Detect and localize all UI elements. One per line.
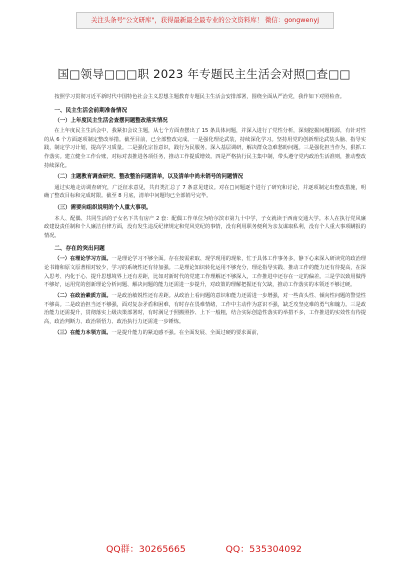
paragraph-text: 一是政治敏锐性还有差距。从政治上看问题的意识和能力还需进一步增强，对一些苗头性、倾向性问题的警觉性不够高。二是政治担当还不够强，面对复杂矛盾和困难，有时存在畏难情绪，工作中主动作为意识不强，缺乏攻坚克难的勇气和魄力。三是政治能力还需提升，贯彻落实上级决策部署时，有时满足于照搬照抄、上下一般粗，结合实际创造性落实的举措不多，工作推进的实效性有待提高，政治判断力、政治领悟力、政治执行力还需进一步锤炼。 xyxy=(44,293,366,325)
body-paragraph: 本人、配偶、共同生活的子女名下共有房产 2 套：配偶工作单位为哈尔滨市第九十中学，子女就读于西南交通大学。本人在执行党风廉政建设责任制和个人廉洁自律方面，没有发生违反纪律规定和党风党纪的事情，没有利用职务便利为亲友谋取私利，没有个人重大事项瞒报的情况。 xyxy=(44,215,366,239)
paragraph-text: 一是理论学习不够全面。存在按需索取、现学现用的现象，忙于具体工作事务多，静下心来深入研读党的政治理论书籍和原文原著相对较少，学习的系统性还有待加强。二是理论知识转化运用不够充分，理论指导实践、推动工作的能力还有待提高，在深入思考、内化于心、提升思想境界上还有差距，比如对新时代的党建工作理解还不够深入，工作推进中还存在一定的偏差。三是学以致用做得不够好，运用党的创新理论分析问题、解决问题的能力还需进一步提升，对政策的理解把握还有欠缺，推动工作落实的本领还不够过硬。 xyxy=(44,256,366,289)
promo-banner: 关注头条号"公文研库"，获得最新最全最专业的公文资料库！ 微信：gongwenyj xyxy=(76,12,334,29)
paragraph-lead: （三）在能力本领方面。 xyxy=(54,329,112,336)
document-title: 国□领导□□□职 2023 年专题民主生活会对照□查□□ xyxy=(57,67,351,81)
body-paragraph: 通过实地走访调查研究，广泛征求意见，共归类汇总了 7 条意见建议。对在□问题逐个进行了研究和讨论，并逐项制定出整改措施，明确了整改目标和完成时限。截至 8 月底，清单中问题均已全部销号完毕。 xyxy=(44,184,366,200)
subsection-heading: （三）需要向组织说明的个人重大事项。 xyxy=(54,204,152,211)
body-paragraph xyxy=(44,255,366,289)
paragraph-lead: （二）在政治素质方面。 xyxy=(54,293,112,300)
qq-contact-text: QQ：535304092 xyxy=(225,544,302,555)
intro-paragraph: 按照学习贯彻习近平新时代中国特色社会主义思想主题教育专题民主生活会安排部署，围绕全面从严治党，我作如下对照检查。 xyxy=(54,94,345,100)
section-heading: 二、存在的突出问题 xyxy=(54,246,105,253)
paragraph-lead: （一）在理论学习方面。 xyxy=(54,256,112,263)
body-paragraph: 在上年度民主生活会中，我紧扣会议主题，从七个方面查摆出了 15 条具体问题，并深入进行了党性分析，深刻挖掘问题根源，有针对性的从 6 个方面逐项制定整改举措。截至目前，已全部整改完成。一是强化理论武装，持续深化学习。坚持用党的创新理论武装头脑、指导实践，制定学习计划，提高学习质量。二是强化宗旨意识，践行为民服务。深入基层调研，解决群众急难愁盼问题。三是强化担当作为，狠抓工作落实。建立健全工作台账，对标对表推进各项任务，推动工作提质增效。四是严格执行民主集中制，带头遵守党内政治生活准则，推动整改持续深化。 xyxy=(44,128,366,169)
body-paragraph xyxy=(44,292,366,326)
document-body xyxy=(44,93,366,340)
paragraph-text: 一是提升能力的紧迫感不强。在全面发展、全面过硬的要求面前， xyxy=(111,329,262,336)
body-paragraph xyxy=(44,329,366,338)
section-heading: 一、民主生活会前期准备情况 xyxy=(54,107,128,114)
subsection-heading: （一）上年度民主生活会查摆问题整改落实情况 xyxy=(54,117,168,124)
qq-group-text: QQ群：30265665 xyxy=(106,544,186,555)
contact-footer xyxy=(0,541,408,555)
subsection-heading: （二）主题教育调查研究、整改整治问题清单，以及清单中尚未销号的问题情况 xyxy=(54,174,244,181)
